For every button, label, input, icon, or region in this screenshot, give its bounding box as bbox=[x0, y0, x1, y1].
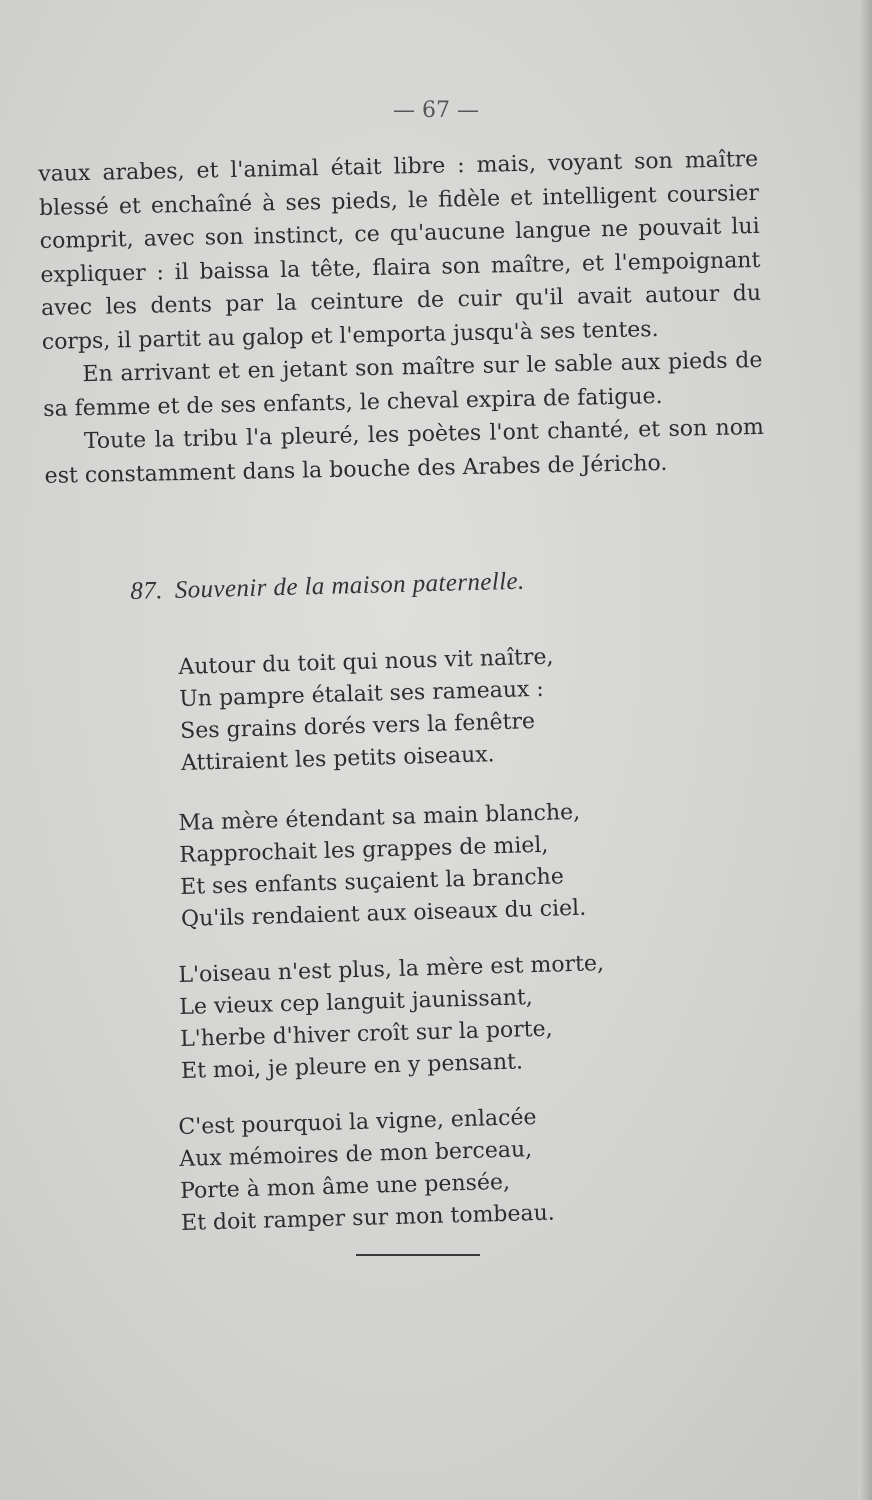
poem-line: L'herbe d'hiver croît sur la porte, bbox=[179, 1016, 553, 1052]
poem-stanza bbox=[178, 639, 651, 780]
section-heading bbox=[130, 562, 731, 606]
poem-line: Le vieux cep languit jaunissant, bbox=[178, 985, 534, 1020]
prose-paragraph: En arrivant et en jetant son maître sur le sable aux pieds de sa femme et de ses enfants, le cheval expira de fatigue. bbox=[42, 347, 763, 422]
poem-line: C'est pourquoi la vigne, enlacée bbox=[178, 1104, 537, 1140]
poem-line: Aux mémoires de mon berceau, bbox=[178, 1137, 533, 1172]
prose-paragraph: Toute la tribu l'a pleuré, les poètes l'ont chanté, et son nom est constamment dans la bouche des Arabes de Jéricho. bbox=[44, 414, 765, 489]
end-rule bbox=[356, 1254, 480, 1256]
section-title: Souvenir de la maison paternelle. bbox=[174, 567, 525, 604]
poem-stanza bbox=[178, 947, 651, 1088]
page-number: — 67 — bbox=[393, 98, 479, 123]
poem-stanza bbox=[178, 1099, 651, 1240]
poem-line: Porte à mon âme une pensée, bbox=[179, 1169, 511, 1204]
page-edge-shadow bbox=[858, 0, 872, 1500]
poem-line: Ses grains dorés vers la fenêtre bbox=[179, 709, 536, 744]
prose-paragraph: vaux arabes, et l'animal était libre : mais, voyant son maître blessé et enchaîné à ses pieds, le fidèle et intelligent coursier comprit, avec son instinct, ce qu'aucune langue ne pouvait lui expliquer : il baissa la tête, flaira son maître, et l'empoignant avec les dents par la ceinture de cuir qu'il avait autour du corps, il partit au galop et l'emporta jusqu'à ses tentes. bbox=[38, 146, 762, 355]
poem-line: L'oiseau n'est plus, la mère est morte, bbox=[178, 951, 605, 988]
prose-block bbox=[38, 143, 765, 493]
poem-line: Rapprochait les grappes de miel, bbox=[178, 832, 549, 868]
poem-line: Attiraient les petits oiseaux. bbox=[180, 742, 495, 776]
poem-line: Un pampre étalait ses rameaux : bbox=[178, 676, 545, 712]
poem-line: Qu'ils rendaient aux oiseaux du ciel. bbox=[180, 895, 587, 932]
poem-stanza bbox=[178, 795, 651, 936]
section-number: 87. bbox=[130, 577, 164, 605]
poem-line: Et moi, je pleure en y pensant. bbox=[180, 1049, 524, 1084]
poem-line: Ma mère étendant sa main blanche, bbox=[178, 799, 581, 836]
poem-line: Et ses enfants suçaient la branche bbox=[179, 864, 565, 900]
poem-line: Autour du toit qui nous vit naître, bbox=[178, 644, 554, 680]
poem-line: Et doit ramper sur mon tombeau. bbox=[180, 1200, 556, 1236]
